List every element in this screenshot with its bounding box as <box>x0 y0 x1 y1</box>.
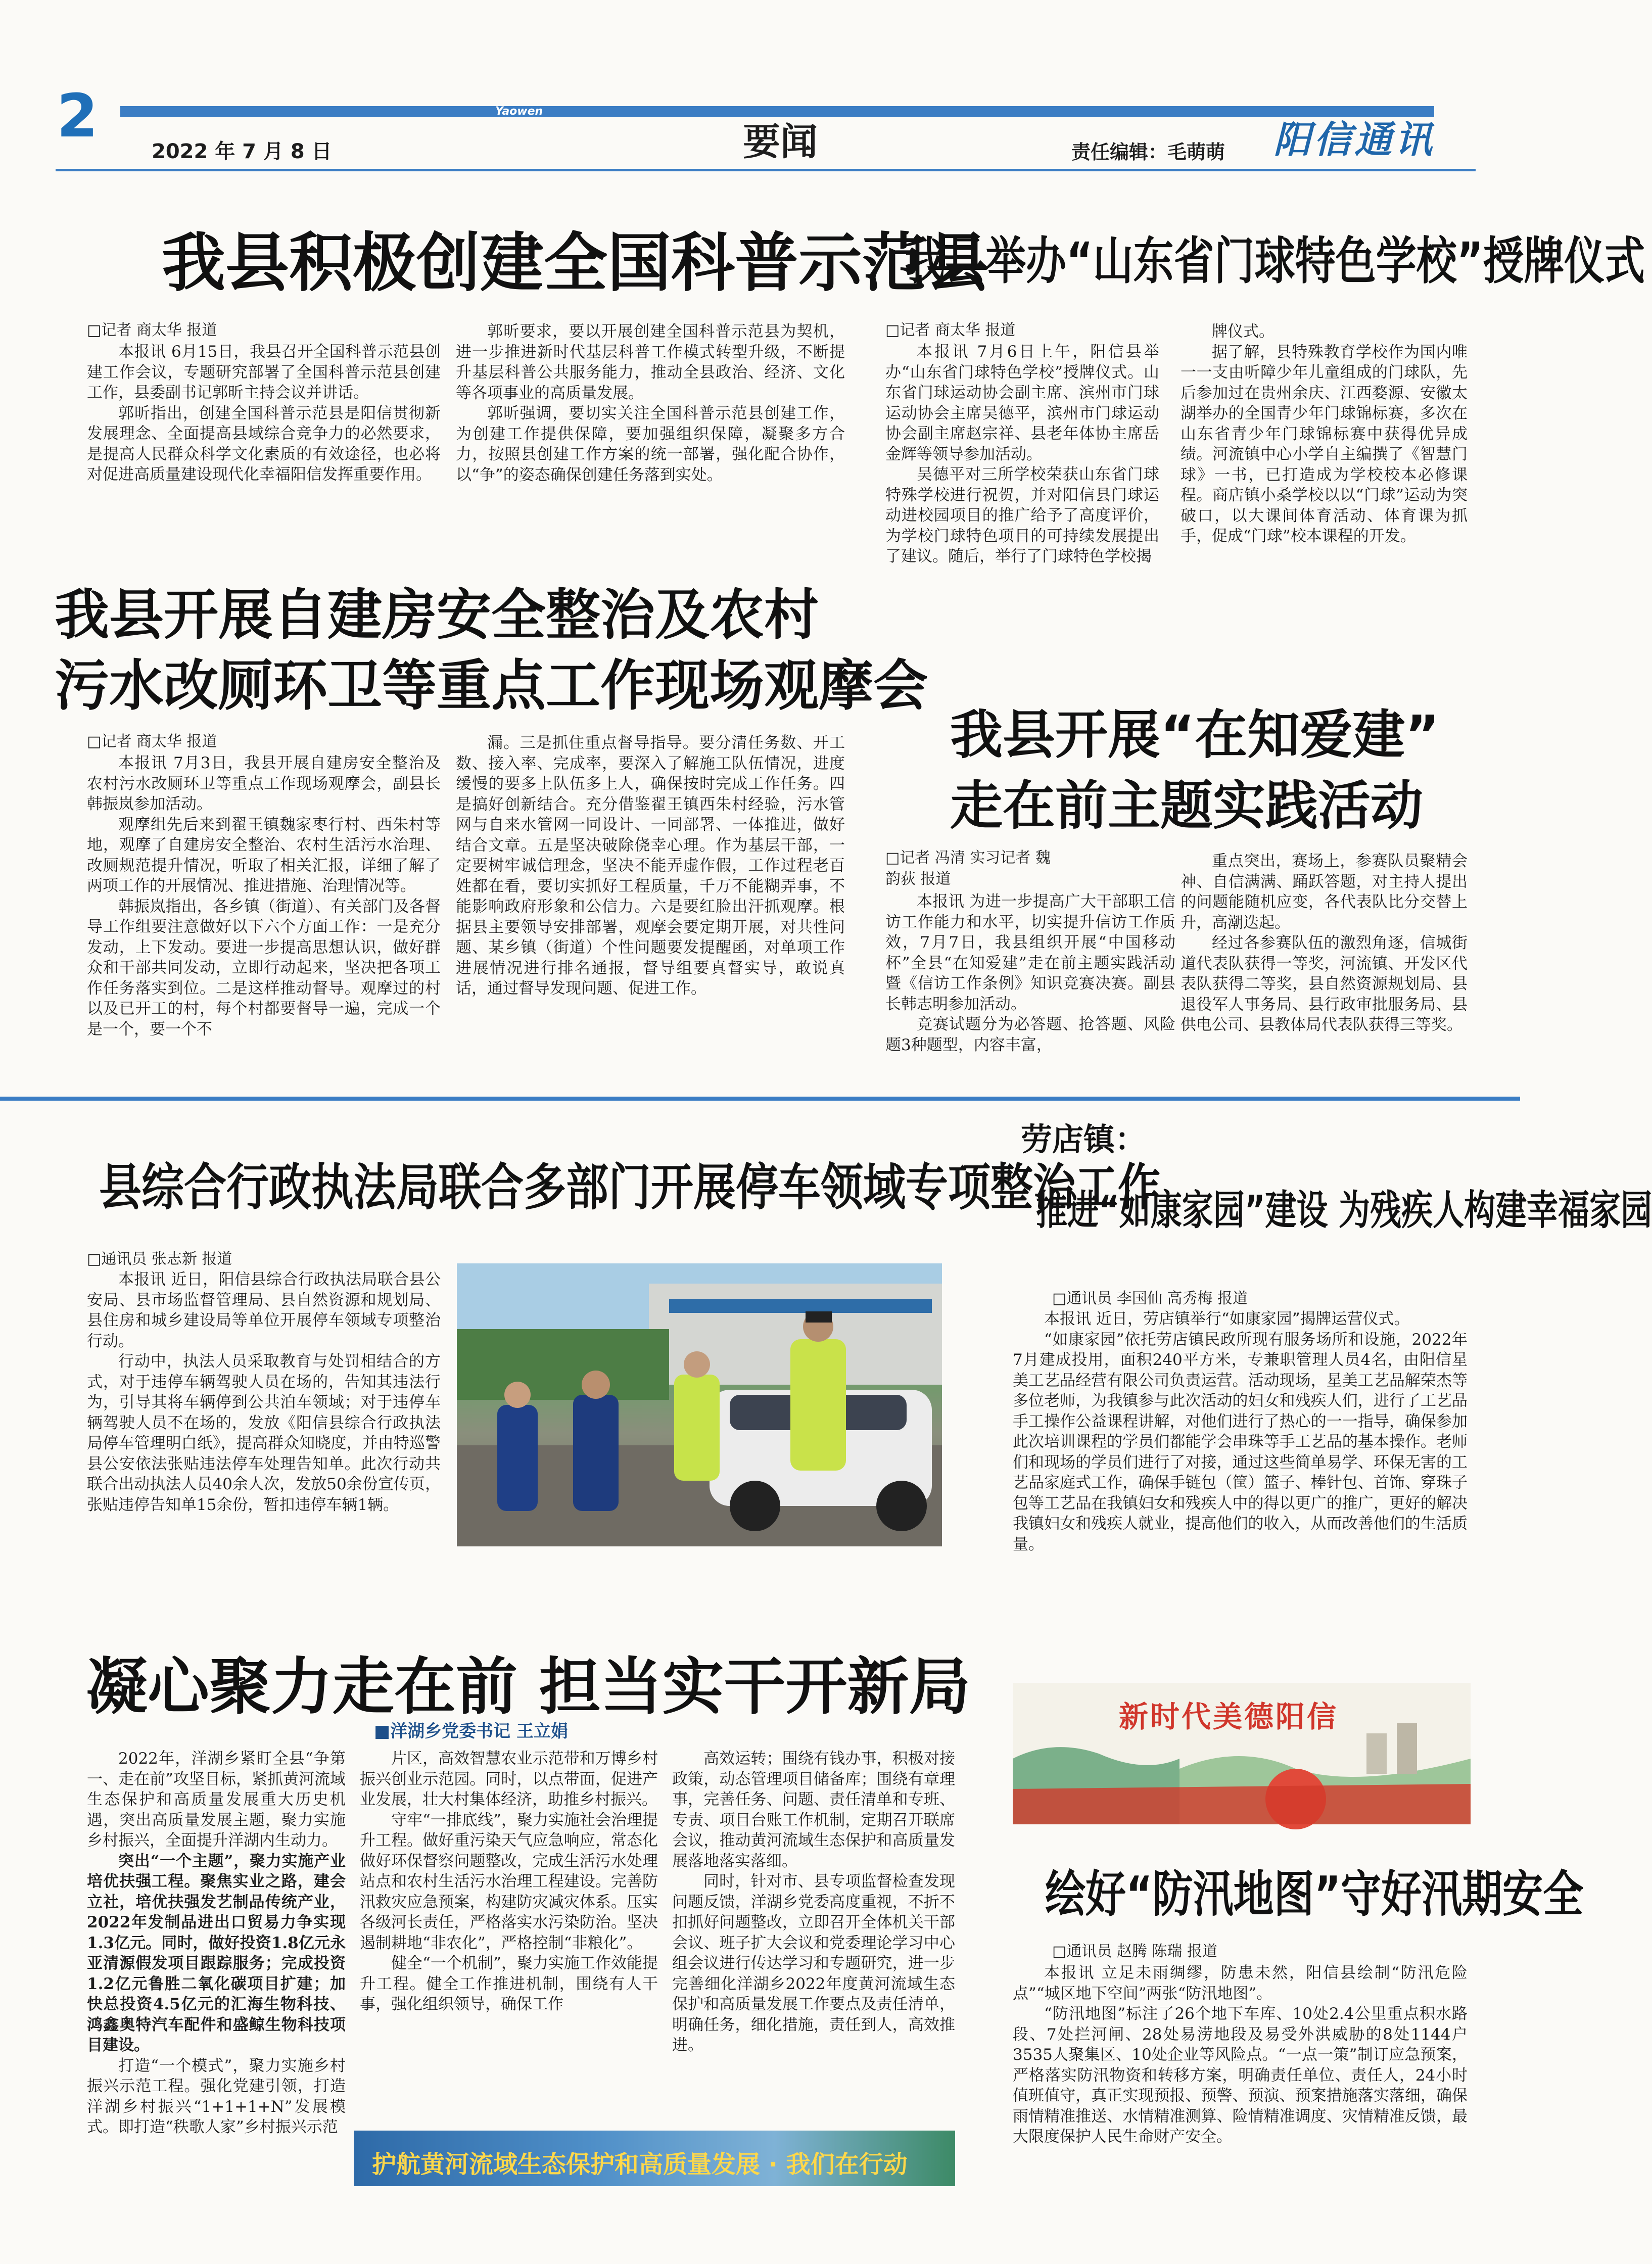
headline-parking: 县综合行政执法局联合多部门开展停车领域专项整治工作 <box>99 1158 1161 1216</box>
body-xinfang-col2: 重点突出，赛场上，参赛队员聚精会神、自信满满、踊跃答题，对主持人提出的问题能随机应变，各代表队比分交替上升，高潮迭起。 经过各参赛队伍的激烈角逐，信城街道代表队获得一等奖，河流镇、开发区代表队获得二等奖，县自然资源规划局、县退役军人事务局、县行政审批服务局、县供电公司、县教体局代表队获得三等奖。 <box>1181 852 1468 1034</box>
virtue-banner-text: 新时代美德阳信 <box>1119 1700 1339 1734</box>
body-flood-map: 本报讯 立足未雨绸缪，防患未然，阳信县绘制“防汛危险点”“城区地下空间”两张“防汛地图”。 “防汛地图”标注了26个地下车库、10处2.4公里重点积水路段、7处拦河闸、28处易涝地段及易受外洪威胁的8处1144户3535人聚集区、10处企业等风险点。“一点一策”制订应急预案，严格落实防汛物资和转移方案，明确责任单位、责任人，24小时值班值守，真正实现预报、预警、预演、预案措施落实落细，确保雨情精准推送、水情精准测算、险情精准调度、灾情精准反馈，最大限度保护人民生命财产安全。 <box>1013 1964 1468 2146</box>
body-housing-col2: 漏。三是抓住重点督导指导。要分清任务数、开工数、接入率、完成率，要深入了解施工队伍情况，进度缓慢的要多上队伍多上人，确保按时完成工作任务。四是搞好创新结合。充分借鉴翟王镇西朱村经验，污水管网与自来水管网一同设计、一同部署、一体推进，做好结合文章。五是坚决破除侥幸心理。作为基层干部，一定要树牢诚信理念，坚决不能弄虚作假，工作过程老百姓都在看，要切实抓好工程质量，千万不能糊弄事，不能影响政府形象和公信力。六是要红脸出汗抓观摩。根据县主要领导安排部署，观摩会要定期开展，对共性问题、某乡镇（街道）个性问题要发提醒函，对单项工作进展情况进行排名通报，督导组要真督实导，敢说真话，通过督导发现问题、促进工作。 <box>456 734 845 998</box>
enforcement-scene <box>457 1263 942 1546</box>
body-science-col1: 本报讯 6月15日，我县召开全国科普示范县创建工作会议，专题研究部署了全国科普示范县创建工作，县委副书记郭昕主持会议并讲话。 郭昕指出，创建全国科普示范县是阳信贯彻新发展理念、全面提高县域综合竞争力的必然要求，是提高人民群众科学文化素质的有效途径，也必将对促进高质量建设现代化幸福阳信发挥重要作用。 <box>87 343 441 484</box>
section-divider <box>0 1097 1520 1101</box>
body-xinfang-col1: 本报讯 为进一步提高广大干部职工信访工作能力和水平，切实提升信访工作质效，7月7日，我县组织开展“中国移动杯”全县“在知爱建”走在前主题实践活动暨《信访工作条例》知识竞赛决赛。副县长韩志明参加活动。 竞赛试题分为必答题、抢答题、风险题3种题型，内容丰富， <box>885 892 1175 1054</box>
body-housing-col1: 本报讯 7月3日，我县开展自建房安全整治及农村污水改厕环卫等重点工作现场观摩会，副县长韩振岚参加活动。 观摩组先后来到翟王镇魏家枣行村、西朱村等地，观摩了自建房安全整治、农村生活污水治理、改厕规范提升情况，听取了相关汇报，详细了解了两项工作的开展情况、推进措施、治理情况等。 韩振岚指出，各乡镇（街道）、有关部门及各督导工作组要注意做好以下六个方面工作：一是充分发动，上下发动。要进一步提高思想认识，做好群众和干部共同发动，立即行动起来，坚决把各项工作任务落实到位。二是这样推动督导。观摩过的村以及已开工的村，每个村都要督导一遍，完成一个是一个，要一个不 <box>87 754 441 1039</box>
virtue-banner <box>1013 1683 1471 1824</box>
editor-credit: 责任编辑：毛萌萌 <box>1071 141 1225 163</box>
body-yanghu-col1: 2022年，洋湖乡紧盯全县“争第一、走在前”攻坚目标，紧抓黄河流域生态保护和高质量发展重大历史机遇，突出高质量发展主题，聚力实施乡村振兴，全面提升洋湖内生动力。 突出“一个主题”，聚力实施产业培优扶强工程。聚焦实业之路，建会立社，培优扶强发艺制品传统产业，2022年发制品进出口贸易力争实现1.3亿元。同时，做好投资1.8亿元永亚清源假发项目跟踪服务；完成投资1.2亿元鲁胜二氧化碳项目扩建；加快总投资4.5亿元的汇海生物科技、鸿鑫奥特汽车配件和盛鲸生物科技项目建设。 打造“一个模式”，聚力实施乡村振兴示范工程。强化党建引领，打造洋湖乡村振兴“1+1+1+N”发展模式。即打造“秩歌人家”乡村振兴示范 <box>87 1750 346 2136</box>
headline-housing-1: 我县开展自建房安全整治及农村 <box>55 584 819 647</box>
header-underline <box>56 169 1476 171</box>
body-gateball-col1: 本报讯 7月6日上午，阳信县举办“山东省门球特色学校”授牌仪式。山东省门球运动协会副主席、滨州市门球运动协会主席吴德平，滨州市门球运动协会副主席赵宗祥、县老年体协主席岳金辉等领导参加活动。 吴德平对三所学校荣获山东省门球特殊学校进行祝贺，并对阳信县门球运动进校园项目的推广给予了高度评价，为学校门球特色项目的可持续发展提出了建议。随后，举行了门球特色学校揭 <box>885 343 1159 565</box>
byline-rukang: □通讯员 李国仙 高秀梅 报道 <box>1052 1290 1248 1307</box>
section-english: Yaowen <box>495 105 543 118</box>
yellow-river-banner <box>354 2131 955 2186</box>
headline-yanghu: 凝心聚力走在前 担当实干开新局 <box>86 1651 971 1723</box>
body-gateball-col2: 牌仪式。 据了解，县特殊教育学校作为国内唯一一支由听障少年儿童组成的门球队，先后参加过在贵州余庆、江西婺源、安徽太湖举办的全国青少年门球锦标赛，多次在山东省青少年门球锦标赛中获得优异成绩。河流镇中心小学自主编撰了《智慧门球》一书，已打造成为学校校本必修课程。商店镇小桑学校以以“门球”运动为突破口，以大课间体育活动、体育课为抓手，促成“门球”校本课程的开发。 <box>1181 322 1468 545</box>
page-header <box>0 0 1520 182</box>
enforcement-photo <box>457 1263 942 1546</box>
masthead-logo: 阳信通讯 <box>1273 118 1435 162</box>
headline-xinfang-1: 我县开展“在知爱建” <box>950 704 1440 766</box>
headline-science: 我县积极创建全国科普示范县 <box>162 226 989 300</box>
body-yanghu-col3: 高效运转；围绕有钱办事，积极对接政策，动态管理项目储备库；围绕有章理事，完善任务、问题、责任清单和专班、专责、项目台账工作机制，定期召开联席会议，推动黄河流域生态保护和高质量发展落地落实落细。 同时，针对市、县专项监督检查发现问题反馈，洋湖乡党委高度重视，不折不扣抓好问题整改，立即召开全体机关干部会议、班子扩大会议和党委理论学习中心组会议进行传达学习和专题研究，进一步完善细化洋湖乡2022年度黄河流域生态保护和高质量发展工作要点及责任清单，明确任务，细化措施，责任到人，高效推进。 <box>672 1750 955 2054</box>
body-science-col2: 郭昕要求，要以开展创建全国科普示范县为契机，进一步推进新时代基层科普工作模式转型升级，不断提升基层科普公共服务能力，推动全县政治、经济、文化等各项事业的高质量发展。 郭昕强调，要切实关注全国科普示范县创建工作，为创建工作提供保障，要加强组织保障，凝聚多方合力，按照县创建工作方案的统一部署，强化配合协作，以“争”的姿态确保创建任务落到实处。 <box>456 322 845 484</box>
issue-date: 2022 年 7 月 8 日 <box>152 140 332 163</box>
byline-housing: □记者 商太华 报道 <box>87 733 217 750</box>
body-rukang: 本报讯 近日，劳店镇举行“如康家园”揭牌运营仪式。 “如康家园”依托劳店镇民政所现有服务场所和设施，2022年7月建成投用，面积240平方米，专兼职管理人员4名，由阳信星美工艺品经营有限公司负责运营。活动现场，星美工艺品解荣杰等多位老师，为我镇参与此次活动的妇女和残疾人们，进行了工艺品手工操作公益课程讲解，对他们进行了热心的一一指导，确保参加此次培训课程的学员们都能学会串珠等手工艺品的基本操作。老师们和现场的学员们进行了对接，通过这些简单易学、环保无害的工艺品家庭式工作，确保手链包（筐）篮子、棒针包、首饰、穿珠子包等工艺品在我镇妇女和残疾人中的得以更广的推广，更好的解决我镇妇女和残疾人就业，提高他们的收入，从而改善他们的生活质量。 <box>1013 1310 1468 1553</box>
page-number: 2 <box>57 81 99 151</box>
byline-parking: □通讯员 张志新 报道 <box>87 1250 232 1268</box>
byline-science: □记者 商太华 报道 <box>87 321 217 339</box>
byline-xinfang-2: 韵荻 报道 <box>885 870 951 888</box>
body-yanghu-col2: 片区，高效智慧农业示范带和万博乡村振兴创业示范园。同时，以点带面，促进产业发展，壮大村集体经济，助推乡村振兴。 守牢“一排底线”，聚力实施社会治理提升工程。做好重污染天气应急响应，常态化做好环保督察问题整改，完成生活污水处理站点和农村生活污水治理工程建设。完善防汛救灾应急预案，构建防灾减灾体系。压实各级河长责任，严格落实水污染防治。坚决遏制耕地“非农化”，严格控制“非粮化”。 健全“一个机制”，聚力实施工作效能提升工程。健全工作推进机制，围绕有人干事，强化组织领导，确保工作 <box>360 1750 658 2013</box>
section-title: 要闻 <box>743 120 818 164</box>
headline-xinfang-2: 走在前主题实践活动 <box>950 775 1424 836</box>
headline-rukang: 推进“如康家园”建设 为残疾人构建幸福家园 <box>1036 1186 1652 1234</box>
yellow-river-banner-text: 护航黄河流域生态保护和高质量发展 · 我们在行动 <box>372 2150 908 2179</box>
kicker-laodian: 劳店镇： <box>1021 1121 1147 1158</box>
headline-housing-2: 污水改厕环卫等重点工作现场观摩会 <box>55 654 928 718</box>
author-yanghu: ■洋湖乡党委书记 王立娟 <box>374 1721 568 1741</box>
body-parking: 本报讯 近日，阳信县综合行政执法局联合县公安局、县市场监督管理局、县自然资源和规划局、县住房和城乡建设局等单位开展停车领域专项整治行动。 行动中，执法人员采取教育与处罚相结合的方式，对于违停车辆驾驶人员在场的，告知其违法行为，引导其将车辆停到公共泊车领域；对于违停车辆驾驶人员不在场的，发放《阳信县综合行政执法局停车管理明白纸》，提高群众知晓度，并由特巡警县公安依法张贴违法停车处理告知单。此次行动共联合出动执法人员40余人次，发放50余份宣传页，张贴违停告知单15余份，暂扣违停车辆1辆。 <box>87 1270 441 1514</box>
headline-gateball: 我县举办“山东省门球特色学校”授牌仪式 <box>905 231 1645 291</box>
byline-xinfang-1: □记者 冯清 实习记者 魏 <box>885 849 1051 867</box>
headline-flood-map: 绘好“防汛地图”守好汛期安全 <box>1045 1865 1584 1923</box>
byline-gateball: □记者 商太华 报道 <box>885 321 1016 339</box>
byline-flood-map: □通讯员 赵腾 陈瑞 报道 <box>1052 1943 1217 1960</box>
